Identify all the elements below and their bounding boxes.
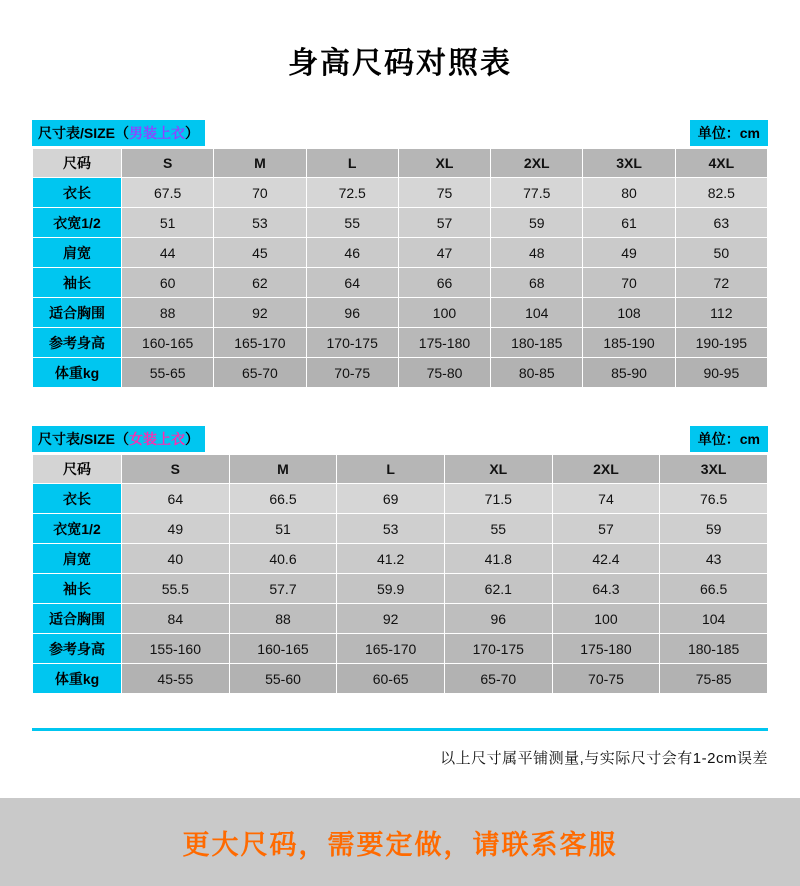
table-cell: 59	[491, 208, 583, 238]
row-label: 适合胸围	[33, 298, 122, 328]
table-cell: 51	[122, 208, 214, 238]
mens-col-header: 2XL	[491, 149, 583, 178]
table-cell: 96	[306, 298, 398, 328]
womens-column-header-row	[33, 455, 768, 484]
mens-size-table	[32, 148, 768, 388]
table-cell: 65-70	[444, 664, 552, 694]
table-row	[33, 664, 768, 694]
table-cell: 64	[122, 484, 230, 514]
womens-col-header: L	[337, 455, 445, 484]
table-row	[33, 574, 768, 604]
row-label: 袖长	[33, 574, 122, 604]
table-cell: 43	[660, 544, 768, 574]
row-label: 肩宽	[33, 238, 122, 268]
table-row	[33, 358, 768, 388]
table-cell: 77.5	[491, 178, 583, 208]
table-row	[33, 484, 768, 514]
table-cell: 57.7	[229, 574, 337, 604]
table-cell: 66	[398, 268, 490, 298]
table-cell: 75-85	[660, 664, 768, 694]
table-cell: 59	[660, 514, 768, 544]
table-cell: 88	[229, 604, 337, 634]
womens-col-header: M	[229, 455, 337, 484]
table-cell: 49	[122, 514, 230, 544]
table-cell: 90-95	[675, 358, 767, 388]
table-row	[33, 604, 768, 634]
row-label: 衣长	[33, 178, 122, 208]
table-cell: 41.2	[337, 544, 445, 574]
table-cell: 170-175	[306, 328, 398, 358]
table-cell: 47	[398, 238, 490, 268]
womens-col-header: 3XL	[660, 455, 768, 484]
womens-col-header: 尺码	[33, 455, 122, 484]
table-cell: 165-170	[337, 634, 445, 664]
table-cell: 190-195	[675, 328, 767, 358]
table-cell: 180-185	[660, 634, 768, 664]
table-cell: 104	[491, 298, 583, 328]
mens-col-header: XL	[398, 149, 490, 178]
row-label: 适合胸围	[33, 604, 122, 634]
table-cell: 55	[306, 208, 398, 238]
table-cell: 104	[660, 604, 768, 634]
table-cell: 80	[583, 178, 675, 208]
table-cell: 64	[306, 268, 398, 298]
mens-col-header: S	[122, 149, 214, 178]
table-cell: 61	[583, 208, 675, 238]
row-label: 衣宽1/2	[33, 208, 122, 238]
mens-header-prefix: 尺寸表/SIZE（	[38, 125, 130, 141]
table-cell: 55-65	[122, 358, 214, 388]
table-cell: 68	[491, 268, 583, 298]
table-cell: 170-175	[444, 634, 552, 664]
table-cell: 165-170	[214, 328, 306, 358]
table-cell: 41.8	[444, 544, 552, 574]
mens-unit-label: 单位：cm	[690, 120, 768, 146]
mens-table-header-label	[32, 120, 205, 146]
table-cell: 72	[675, 268, 767, 298]
row-label: 衣宽1/2	[33, 514, 122, 544]
table-cell: 50	[675, 238, 767, 268]
table-cell: 85-90	[583, 358, 675, 388]
mens-header-accent: 男装上衣	[129, 125, 186, 141]
table-cell: 70	[214, 178, 306, 208]
row-label: 衣长	[33, 484, 122, 514]
table-cell: 88	[122, 298, 214, 328]
table-cell: 70	[583, 268, 675, 298]
table-cell: 84	[122, 604, 230, 634]
table-cell: 108	[583, 298, 675, 328]
table-cell: 74	[552, 484, 660, 514]
table-cell: 72.5	[306, 178, 398, 208]
mens-header-spacer	[205, 120, 690, 146]
womens-header-prefix: 尺寸表/SIZE（	[38, 431, 130, 447]
table-cell: 80-85	[491, 358, 583, 388]
mens-col-header: 尺码	[33, 149, 122, 178]
table-cell: 63	[675, 208, 767, 238]
mens-col-header: 4XL	[675, 149, 767, 178]
table-cell: 42.4	[552, 544, 660, 574]
table-cell: 75-80	[398, 358, 490, 388]
womens-unit-label: 单位：cm	[690, 426, 768, 452]
table-cell: 70-75	[306, 358, 398, 388]
mens-col-header: M	[214, 149, 306, 178]
table-cell: 48	[491, 238, 583, 268]
table-row	[33, 208, 768, 238]
womens-header-suffix: ）	[185, 431, 200, 447]
table-cell: 75	[398, 178, 490, 208]
table-cell: 55	[444, 514, 552, 544]
row-label: 体重kg	[33, 358, 122, 388]
table-cell: 66.5	[660, 574, 768, 604]
table-row	[33, 268, 768, 298]
table-cell: 82.5	[675, 178, 767, 208]
table-cell: 62	[214, 268, 306, 298]
table-row	[33, 178, 768, 208]
table-cell: 185-190	[583, 328, 675, 358]
table-row	[33, 514, 768, 544]
row-label: 参考身高	[33, 634, 122, 664]
table-cell: 45	[214, 238, 306, 268]
womens-size-table	[32, 454, 768, 694]
mens-size-table-block	[32, 120, 768, 388]
table-cell: 175-180	[552, 634, 660, 664]
row-label: 袖长	[33, 268, 122, 298]
table-cell: 71.5	[444, 484, 552, 514]
table-row	[33, 238, 768, 268]
footer-banner	[0, 798, 800, 886]
table-cell: 57	[398, 208, 490, 238]
table-cell: 96	[444, 604, 552, 634]
table-row	[33, 634, 768, 664]
mens-header-suffix: ）	[185, 125, 200, 141]
table-cell: 180-185	[491, 328, 583, 358]
table-cell: 160-165	[229, 634, 337, 664]
table-cell: 112	[675, 298, 767, 328]
table-cell: 53	[337, 514, 445, 544]
table-cell: 65-70	[214, 358, 306, 388]
table-cell: 59.9	[337, 574, 445, 604]
table-cell: 69	[337, 484, 445, 514]
mens-table-header-row	[32, 120, 768, 146]
womens-col-header: S	[122, 455, 230, 484]
table-cell: 40.6	[229, 544, 337, 574]
womens-col-header: XL	[444, 455, 552, 484]
table-cell: 160-165	[122, 328, 214, 358]
table-cell: 64.3	[552, 574, 660, 604]
table-cell: 49	[583, 238, 675, 268]
table-cell: 67.5	[122, 178, 214, 208]
table-cell: 155-160	[122, 634, 230, 664]
table-cell: 60	[122, 268, 214, 298]
table-cell: 92	[337, 604, 445, 634]
table-cell: 57	[552, 514, 660, 544]
table-cell: 55.5	[122, 574, 230, 604]
table-row	[33, 298, 768, 328]
table-cell: 44	[122, 238, 214, 268]
table-cell: 46	[306, 238, 398, 268]
table-cell: 100	[552, 604, 660, 634]
row-label: 肩宽	[33, 544, 122, 574]
table-row	[33, 544, 768, 574]
womens-header-spacer	[205, 426, 690, 452]
table-cell: 40	[122, 544, 230, 574]
table-cell: 51	[229, 514, 337, 544]
table-row	[33, 328, 768, 358]
table-cell: 76.5	[660, 484, 768, 514]
table-cell: 45-55	[122, 664, 230, 694]
row-label: 参考身高	[33, 328, 122, 358]
mens-column-header-row	[33, 149, 768, 178]
table-cell: 53	[214, 208, 306, 238]
table-cell: 70-75	[552, 664, 660, 694]
womens-size-table-block	[32, 426, 768, 694]
table-cell: 60-65	[337, 664, 445, 694]
page-title: 身高尺码对照表	[288, 47, 512, 80]
footer-message: 更大尺码，需要定做，请联系客服	[182, 829, 618, 860]
table-cell: 100	[398, 298, 490, 328]
mens-col-header: L	[306, 149, 398, 178]
womens-table-header-row	[32, 426, 768, 452]
womens-table-header-label	[32, 426, 205, 452]
table-cell: 66.5	[229, 484, 337, 514]
womens-header-accent: 女装上衣	[129, 431, 186, 447]
womens-col-header: 2XL	[552, 455, 660, 484]
table-cell: 55-60	[229, 664, 337, 694]
table-cell: 92	[214, 298, 306, 328]
row-label: 体重kg	[33, 664, 122, 694]
mens-col-header: 3XL	[583, 149, 675, 178]
table-cell: 62.1	[444, 574, 552, 604]
measurement-note: 以上尺寸属平铺测量,与实际尺寸会有1-2cm误差	[440, 750, 768, 767]
table-cell: 175-180	[398, 328, 490, 358]
